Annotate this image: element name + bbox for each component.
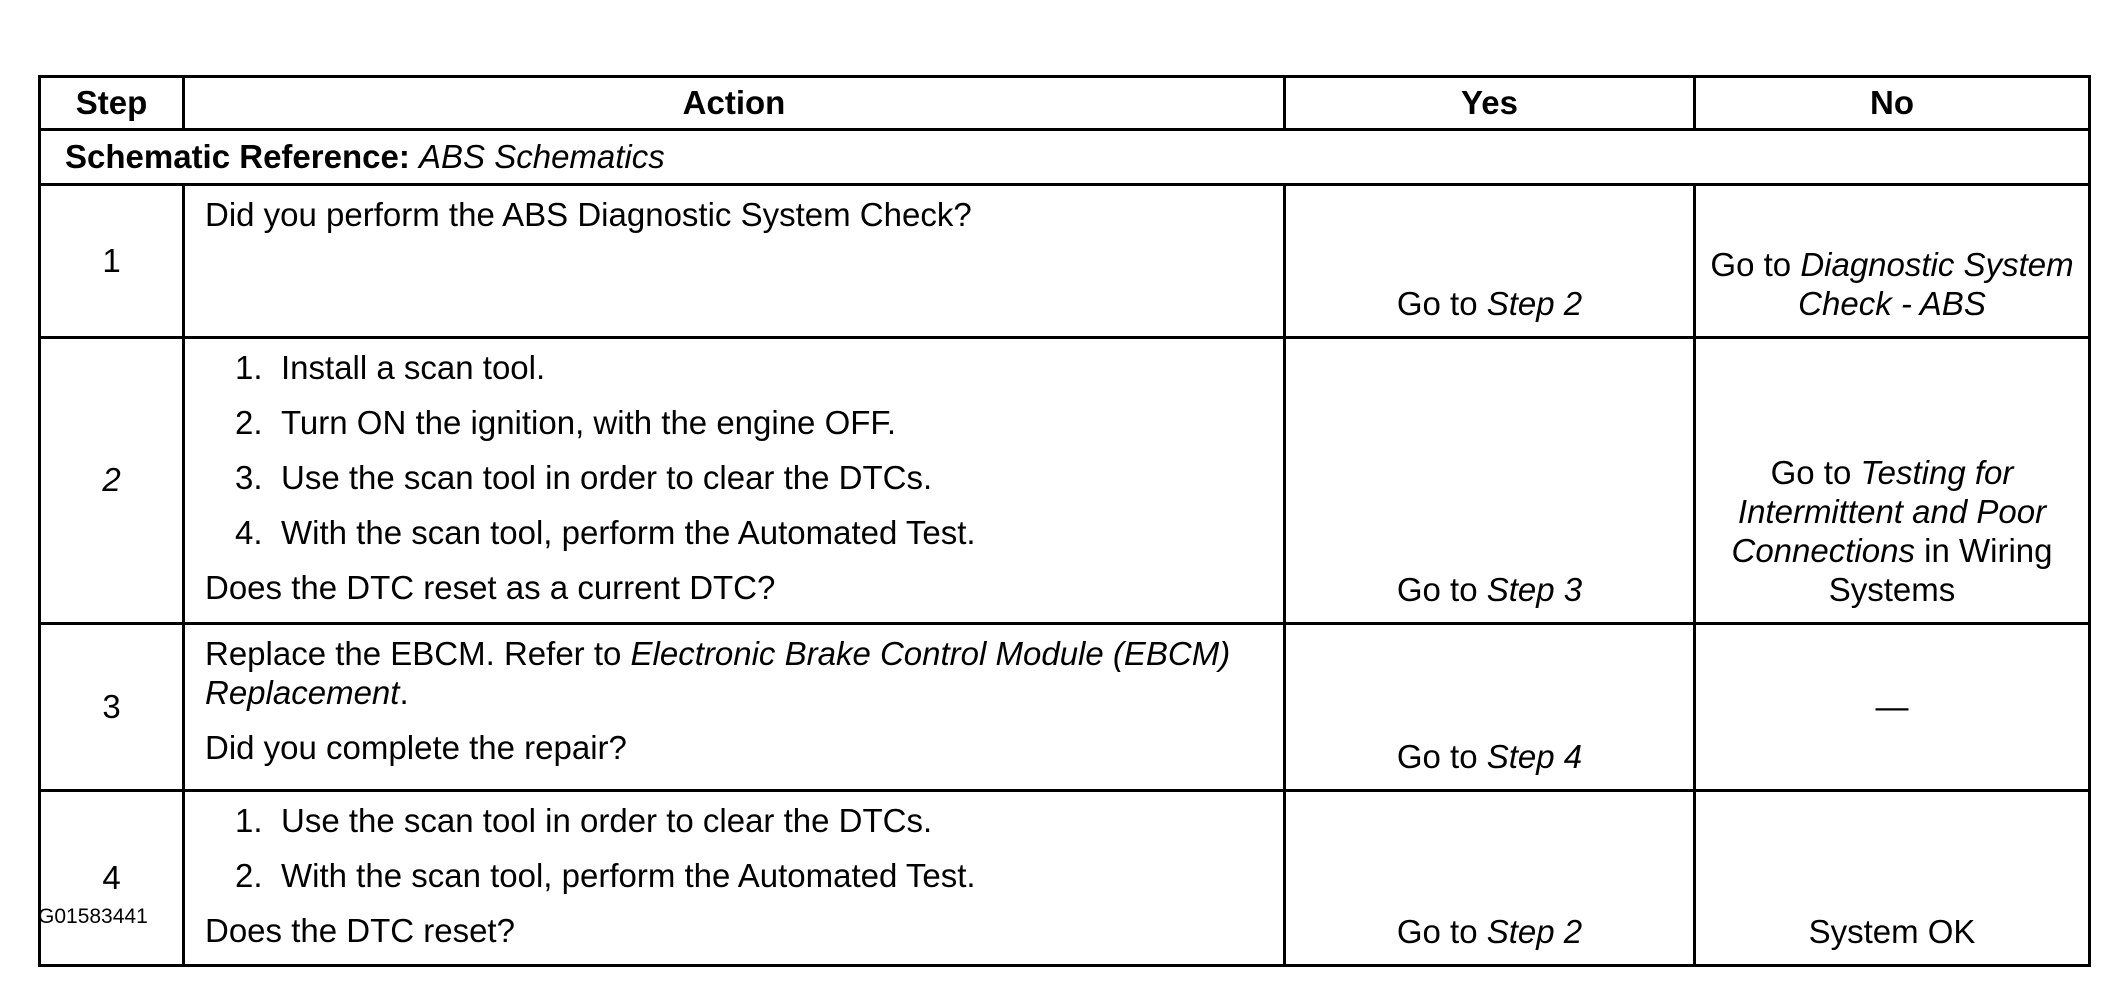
action-question: Did you complete the repair?	[205, 728, 627, 766]
procedure-link[interactable]: Electronic Brake Control Module (EBCM) Replacement	[205, 635, 1231, 711]
action-cell	[184, 185, 1285, 338]
header-row	[40, 77, 2090, 130]
table-row	[40, 185, 2090, 338]
schematic-reference-label: Schematic Reference:	[65, 137, 410, 175]
yes-prefix: Go to	[1396, 913, 1478, 951]
yes-step-link[interactable]: Step 2	[1486, 285, 1583, 323]
header-yes: Yes	[1285, 77, 1695, 130]
list-item	[235, 857, 1273, 896]
list-item-number: 4.	[235, 513, 263, 551]
step-number: 4	[40, 791, 184, 966]
no-dash: —	[1875, 687, 1909, 725]
list-item-text: Install a scan tool.	[281, 349, 546, 386]
list-item-text: Use the scan tool in order to clear the DTCs.	[281, 458, 933, 496]
list-item-text: With the scan tool, perform the Automated Test.	[281, 856, 976, 894]
no-cell	[1695, 791, 2090, 966]
list-item-number: 3.	[235, 458, 263, 496]
list-item	[235, 459, 1273, 498]
no-suffix: in Wiring Systems	[1828, 532, 2053, 609]
list-item-number: 1.	[235, 802, 263, 839]
list-item-number: 2.	[235, 403, 263, 441]
header-no: No	[1695, 77, 2090, 130]
header-step: Step	[40, 77, 184, 130]
no-prefix: Go to	[1710, 246, 1792, 284]
action-instruction	[205, 635, 1273, 713]
action-question: Does the DTC reset as a current DTC?	[205, 568, 776, 606]
list-item	[235, 514, 1273, 553]
schematic-reference-row	[40, 130, 2090, 185]
no-prefix: Go to	[1770, 454, 1852, 492]
step-number: 3	[40, 624, 184, 791]
action-prefix: Replace the EBCM. Refer to	[205, 635, 622, 672]
yes-prefix: Go to	[1396, 571, 1478, 609]
action-suffix: .	[399, 673, 409, 711]
list-item-number: 2.	[235, 856, 263, 894]
action-cell	[184, 791, 1285, 966]
step-number: 2	[40, 338, 184, 624]
list-item-text: Use the scan tool in order to clear the DTCs.	[281, 802, 933, 839]
no-cell	[1695, 185, 2090, 338]
yes-step-link[interactable]: Step 3	[1486, 571, 1583, 609]
table-row	[40, 624, 2090, 791]
action-cell	[184, 624, 1285, 791]
yes-step-link[interactable]: Step 4	[1486, 738, 1583, 776]
action-question: Does the DTC reset?	[205, 911, 515, 949]
no-cell	[1695, 338, 2090, 624]
yes-prefix: Go to	[1396, 285, 1478, 323]
yes-cell	[1285, 185, 1695, 338]
yes-cell	[1285, 791, 1695, 966]
action-question: Did you perform the ABS Diagnostic System Check?	[205, 196, 972, 233]
list-item-text: With the scan tool, perform the Automated Test.	[281, 513, 976, 551]
header-action: Action	[184, 77, 1285, 130]
diagnostic-table	[38, 75, 2091, 967]
yes-cell	[1285, 624, 1695, 791]
table-row	[40, 791, 2090, 966]
no-cell	[1695, 624, 2090, 791]
no-reference-link[interactable]: Testing for Intermittent and Poor Connections	[1731, 454, 2047, 570]
no-result: System OK	[1808, 913, 1976, 951]
table-row	[40, 338, 2090, 624]
list-item	[235, 404, 1273, 443]
list-item-text: Turn ON the ignition, with the engine OFF.	[281, 403, 897, 441]
action-cell	[184, 338, 1285, 624]
yes-prefix: Go to	[1396, 738, 1478, 776]
list-item	[235, 349, 1273, 388]
step-number: 1	[40, 185, 184, 338]
schematic-reference-link[interactable]: ABS Schematics	[419, 137, 665, 175]
yes-cell	[1285, 338, 1695, 624]
figure-code: G01583441	[38, 905, 148, 928]
schematic-reference	[40, 130, 2090, 185]
no-reference-link[interactable]: Diagnostic System Check - ABS	[1798, 246, 2074, 323]
yes-step-link[interactable]: Step 2	[1486, 913, 1583, 951]
list-item-number: 1.	[235, 349, 263, 386]
list-item	[235, 802, 1273, 841]
